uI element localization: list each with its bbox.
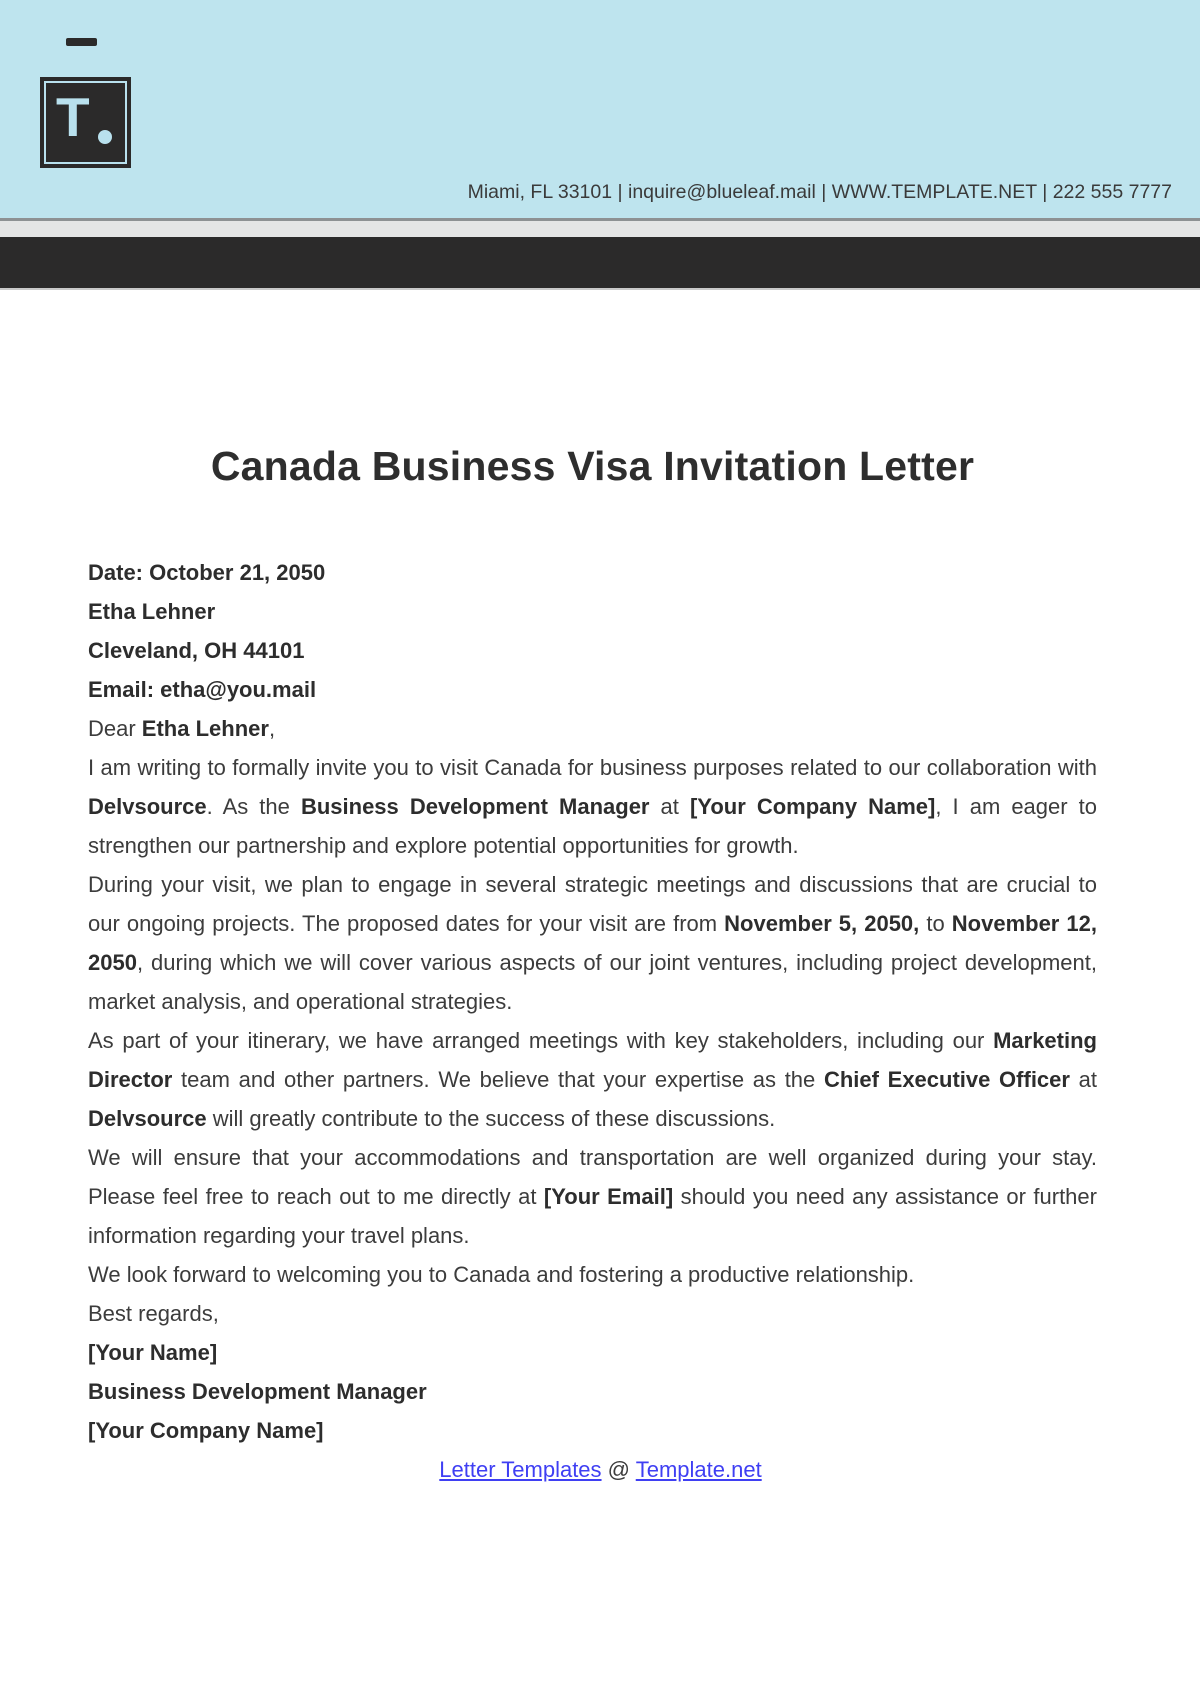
page-title: Canada Business Visa Invitation Letter [210, 443, 975, 489]
closing-regards-line: Best regards, [88, 1301, 219, 1326]
letter-content [88, 290, 1097, 1489]
logo-dot [98, 130, 112, 144]
paragraph-visit-dates: During your visit, we plan to engage in several strategic meetings and discussions that are crucial to our ongoing projects. The proposed dates for your visit are from November 5, 2050, to November 12, 2050, during which we will cover various aspects of our joint ventures, including project development, market analysis, and operational strategies. [88, 872, 1098, 1014]
footer-at-symbol: @ [607, 1457, 631, 1482]
recipient-email-line: Email: etha@you.mail [88, 677, 317, 702]
paragraph-lookforward: We look forward to welcoming you to Canada and fostering a productive relationship. [88, 1262, 915, 1287]
header-gray-strip [0, 221, 1200, 237]
paragraph-itinerary: As part of your itinerary, we have arranged meetings with key stakeholders, including our Marketing Director team and other partners. We believe that your expertise as the Chief Executive Officer at Delvsource will greatly contribute to the success of these discussions. [88, 1028, 1097, 1131]
paragraph-invitation: I am writing to formally invite you to visit Canada for business purposes related to our collaboration with Delvsource. As the Business Development Manager at [Your Company Name], I am eager to strengthen our partnership and explore potential opportunities for growth. [88, 755, 1097, 858]
paragraph-accommodations: We will ensure that your accommodations and transportation are well organized during your stay. Please feel free to reach out to me directly at [Your Email] should you need any assistance or further information regarding your travel plans. [88, 1145, 1097, 1248]
logo-letter-t: T [56, 86, 90, 148]
letter-templates-link[interactable]: Letter Templates [439, 1457, 602, 1482]
letter-body [88, 553, 1097, 1489]
date-line: Date: October 21, 2050 [88, 560, 326, 585]
header-dark-band [0, 237, 1200, 290]
sender-name-line: [Your Name] [88, 1340, 218, 1365]
template-net-logo [40, 77, 131, 168]
footer-attribution [96, 1450, 1105, 1489]
recipient-name-line: Etha Lehner [88, 599, 216, 624]
template-net-link[interactable]: Template.net [635, 1457, 762, 1482]
salutation-line: Dear Etha Lehner, [88, 716, 276, 741]
header-contact-line: Miami, FL 33101 | inquire@blueleaf.mail | WWW.TEMPLATE.NET | 222 555 7777 [467, 181, 1172, 203]
header-band [0, 0, 1200, 218]
recipient-address-line: Cleveland, OH 44101 [88, 638, 305, 663]
sender-title-line: Business Development Manager [88, 1379, 427, 1404]
sender-company-line: [Your Company Name] [88, 1418, 324, 1443]
logo-dash [66, 38, 97, 46]
